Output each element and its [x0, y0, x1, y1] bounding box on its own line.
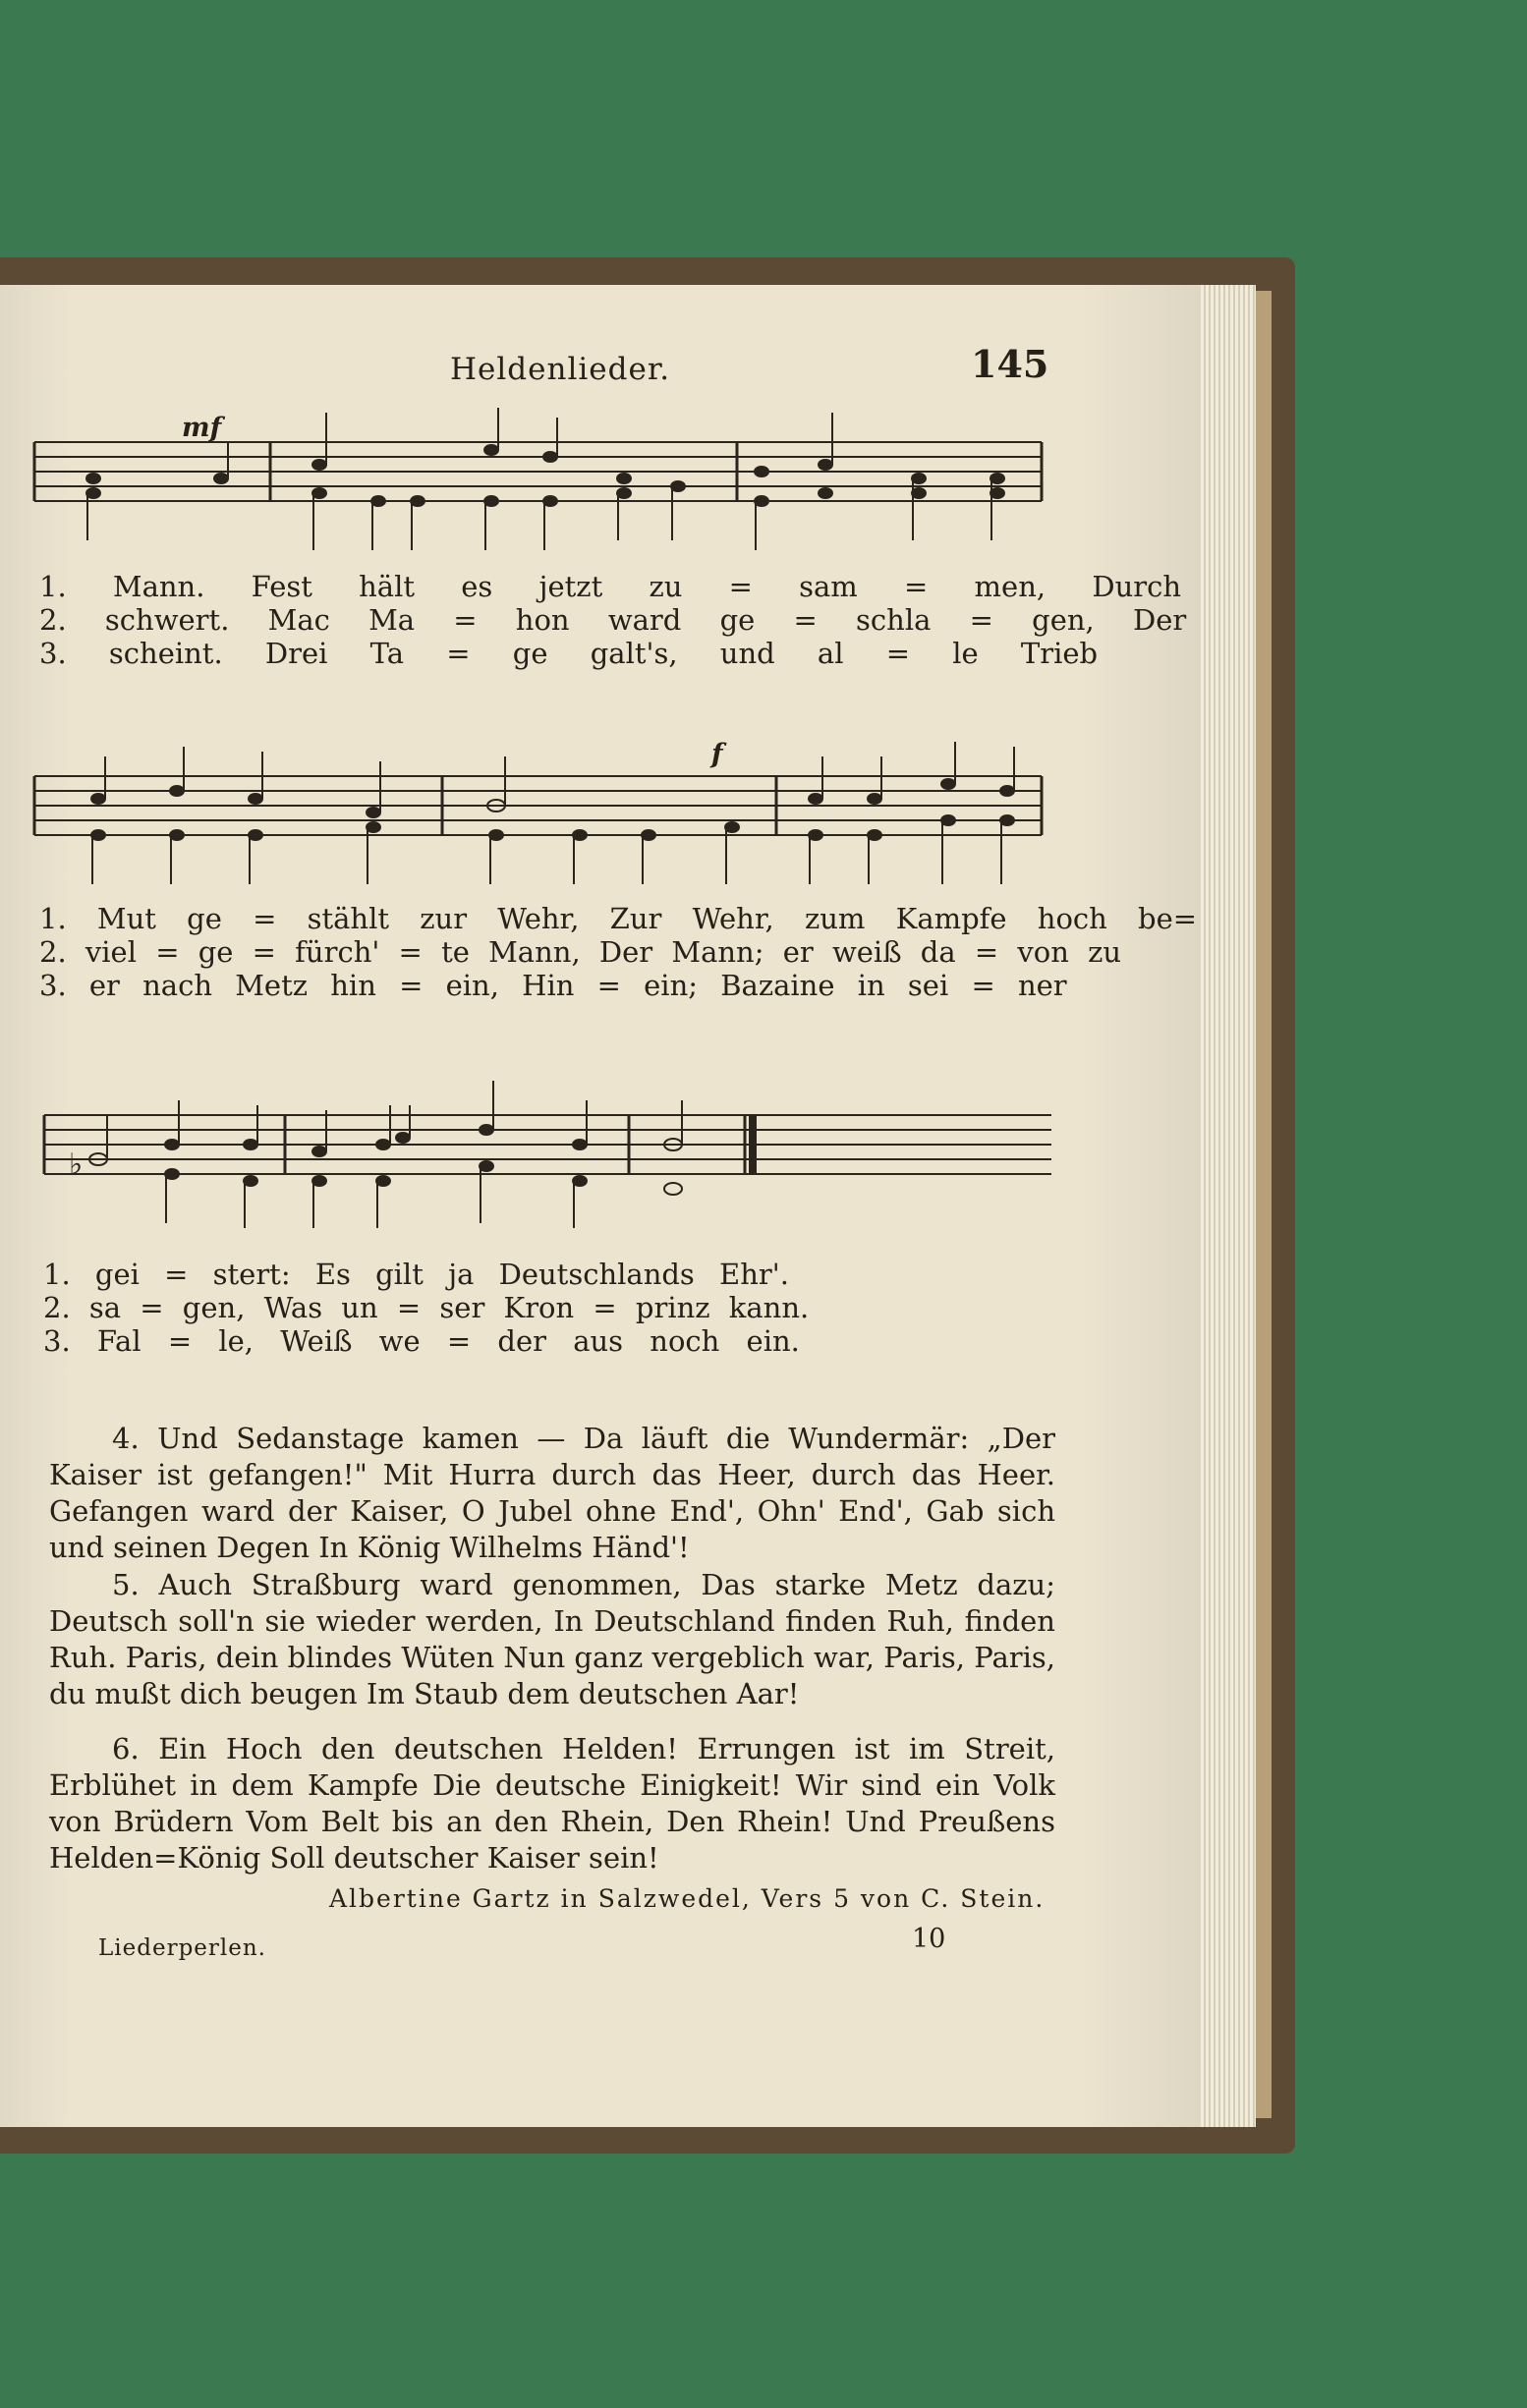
lyric-line-1-2: 2. schwert. Mac Ma = hon ward ge = schla = gen, Der	[39, 603, 1187, 637]
music-staff-1	[29, 403, 1051, 570]
lyric-line-3-3: 3. Fal = le, Weiß we = der aus noch ein.	[43, 1324, 800, 1358]
verse-4: 4. Und Sedanstage kamen — Da läuft die Wundermär: „Der Kaiser ist gefangen!" Mit Hurra durch das Heer, durch das Heer. Gefangen ward der Kaiser, O Jubel ohne End', Ohn' End', Gab sich und seinen Degen In König Wilhelms Händ'!	[49, 1422, 1055, 1564]
page-number: 145	[971, 342, 1049, 386]
footer-collection-title: Liederperlen.	[98, 1935, 266, 1961]
running-header-title: Heldenlieder.	[450, 352, 671, 387]
lyric-line-3-1: 1. gei = stert: Es gilt ja Deutschlands Ehr'.	[43, 1258, 789, 1291]
cover-edge	[1256, 291, 1272, 2118]
lyric-line-2-3: 3. er nach Metz hin = ein, Hin = ein; Bazaine in sei = ner	[39, 969, 1067, 1002]
signature-number: 10	[912, 1924, 946, 1954]
dynamic-f: f	[711, 739, 723, 769]
dynamic-mf: mf	[182, 413, 222, 443]
svg-text:♭: ♭	[69, 1148, 84, 1182]
lyric-line-1-1: 1. Mann. Fest hält es jetzt zu = sam = men, Durch	[39, 570, 1182, 603]
lyric-line-1-3: 3. scheint. Drei Ta = ge galt's, und al = le Trieb	[39, 637, 1099, 670]
music-staff-3	[39, 1071, 1061, 1238]
music-staff-2	[29, 737, 1051, 904]
lyric-line-3-2: 2. sa = gen, Was un = ser Kron = prinz kann.	[43, 1291, 810, 1324]
lyric-line-2-1: 1. Mut ge = stählt zur Wehr, Zur Wehr, zum Kampfe hoch be=	[39, 902, 1198, 935]
lyric-line-2-2: 2. viel = ge = fürch' = te Mann, Der Mann; er weiß da = von zu	[39, 935, 1122, 969]
verse-6: 6. Ein Hoch den deutschen Helden! Errungen ist im Streit, Erblühet in dem Kampfe Die deutsche Einigkeit! Wir sind ein Volk von Brüdern Vom Belt bis an den Rhein, Den Rhein! Und Preußens Helden=König Soll deutscher Kaiser sein!	[49, 1732, 1055, 1875]
page-edges	[1201, 285, 1256, 2127]
author-credit: Albertine Gartz in Salzwedel, Vers 5 von C. Stein.	[329, 1884, 1046, 1913]
verse-5: 5. Auch Straßburg ward genommen, Das starke Metz dazu; Deutsch soll'n sie wieder werden, In Deutschland finden Ruh, finden Ruh. Paris, dein blindes Wüten Nun ganz vergeblich war, Paris, Paris, du mußt dich beugen Im Staub dem deutschen Aar!	[49, 1568, 1055, 1710]
